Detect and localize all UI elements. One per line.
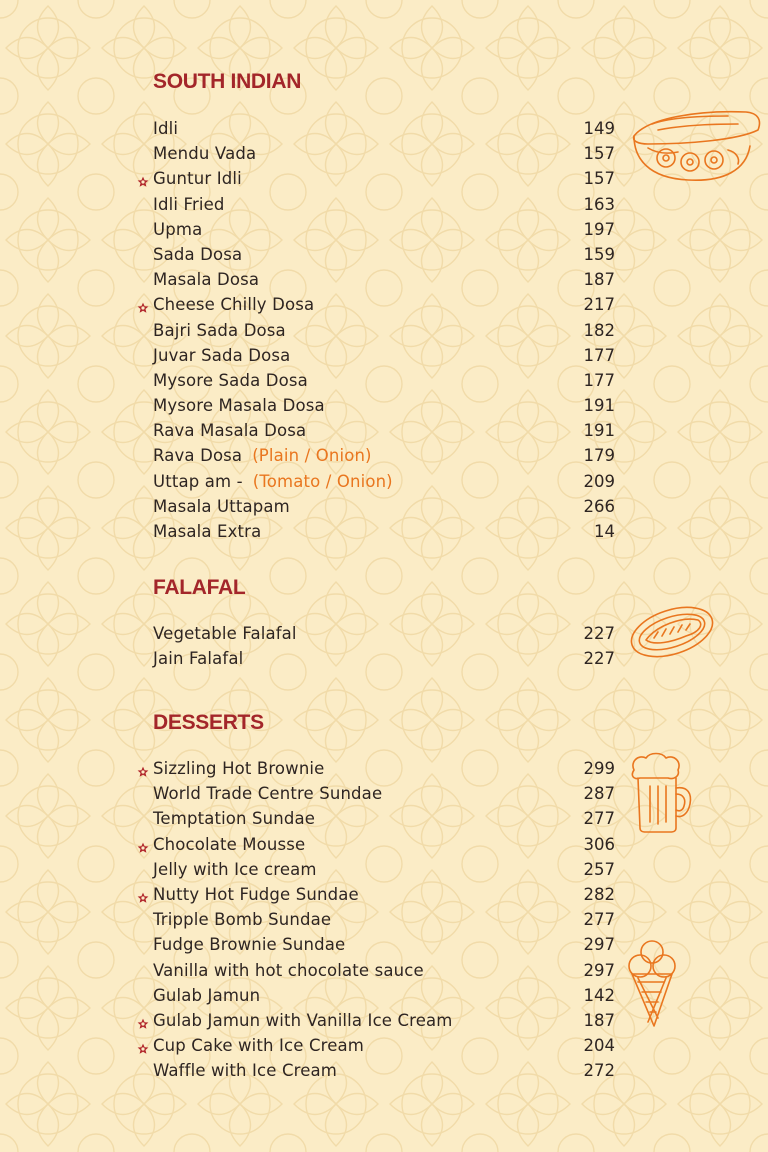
item-price: 191 <box>583 421 615 441</box>
item-name-text: Gulab Jamun <box>153 985 261 1005</box>
item-price: 209 <box>583 471 615 491</box>
item-name-text: Fudge Brownie Sundae <box>153 935 346 955</box>
item-price: 299 <box>583 759 615 778</box>
item-name-text: Nutty Hot Fudge Sundae <box>153 884 359 904</box>
item-name <box>153 320 286 342</box>
item-price: 204 <box>583 1036 615 1056</box>
item-price: 227 <box>583 624 615 643</box>
item-name-text: Idli <box>153 119 179 138</box>
menu-item-sizzling-hot-brownie <box>0 758 768 783</box>
menu-item-waffle-with-ice-cream <box>0 1060 768 1085</box>
item-price: 282 <box>583 884 615 904</box>
item-price: 187 <box>583 1010 615 1030</box>
chef-special-icon <box>137 173 149 185</box>
south-indian-menu-list <box>0 118 768 546</box>
menu-item-cup-cake-with-ice-cream <box>0 1035 768 1060</box>
chef-special-icon <box>137 1040 149 1052</box>
item-name <box>153 934 345 956</box>
menu-item-guntur-idli <box>0 168 768 193</box>
menu-item-upma <box>0 219 768 244</box>
menu-item-vanilla-with-hot-chocolate-sauce <box>0 960 768 985</box>
item-name-text: Jelly with Ice cream <box>153 859 317 879</box>
item-name <box>153 521 261 543</box>
chef-special-icon <box>137 839 149 851</box>
item-price: 277 <box>583 809 615 829</box>
item-name-text: Masala Extra <box>153 522 262 541</box>
item-price: 157 <box>583 144 615 164</box>
menu-item-fudge-brownie-sundae <box>0 934 768 959</box>
item-name-text: Cup Cake with Ice Cream <box>153 1036 365 1056</box>
menu-item-jain-falafal <box>0 648 768 673</box>
menu-item-mysore-sada-dosa <box>0 370 768 395</box>
item-name <box>153 623 297 645</box>
section-title-south-indian: SOUTH INDIAN <box>153 70 302 93</box>
item-name <box>153 269 259 291</box>
item-name <box>153 345 290 367</box>
chef-special-icon <box>137 763 149 775</box>
item-name <box>153 168 242 190</box>
item-name <box>153 420 306 442</box>
item-name-text: Rava Masala Dosa <box>153 421 307 441</box>
item-price: 297 <box>583 935 615 955</box>
menu-item-vegetable-falafal <box>0 623 768 648</box>
item-name-text: World Trade Centre Sundae <box>153 784 383 804</box>
item-name <box>153 1060 337 1082</box>
item-price: 157 <box>583 169 615 189</box>
menu-item-chocolate-mousse <box>0 834 768 859</box>
item-name <box>153 471 393 493</box>
item-name-text: Mysore Sada Dosa <box>153 370 308 390</box>
menu-item-temptation-sundae <box>0 808 768 833</box>
item-name <box>153 648 243 670</box>
item-price: 159 <box>583 244 615 264</box>
section-title-desserts: DESSERTS <box>153 711 264 734</box>
item-price: 163 <box>583 194 615 214</box>
item-name-text: Rava Dosa <box>153 446 243 466</box>
item-variant: (Plain / Onion) <box>252 446 372 466</box>
item-name <box>153 834 305 856</box>
menu-item-cheese-chilly-dosa <box>0 294 768 319</box>
chef-special-icon <box>137 1015 149 1027</box>
menu-item-world-trade-centre-sundae <box>0 783 768 808</box>
menu-item-mendu-vada <box>0 143 768 168</box>
item-price: 277 <box>583 910 615 930</box>
item-name <box>153 219 202 241</box>
item-name-text: Vanilla with hot chocolate sauce <box>153 960 424 980</box>
item-price: 297 <box>583 960 615 980</box>
menu-item-gulab-jamun <box>0 985 768 1010</box>
item-name-text: Chocolate Mousse <box>153 834 306 854</box>
item-price: 266 <box>583 496 615 516</box>
item-name-text: Bajri Sada Dosa <box>153 320 286 340</box>
item-name-text: Vegetable Falafal <box>153 624 297 643</box>
item-price: 182 <box>583 320 615 340</box>
item-price: 179 <box>583 446 615 466</box>
item-name <box>153 909 331 931</box>
item-name <box>153 294 314 316</box>
item-name-text: Mysore Masala Dosa <box>153 396 325 416</box>
item-name <box>153 370 308 392</box>
item-name-text: Waffle with Ice Cream <box>153 1061 337 1081</box>
item-name-text: Upma <box>153 219 203 239</box>
item-price: 142 <box>583 985 615 1005</box>
item-price: 149 <box>583 119 615 138</box>
item-name-text: Masala Dosa <box>153 270 260 290</box>
item-price: 257 <box>583 859 615 879</box>
menu-item-masala-extra <box>0 521 768 546</box>
item-name-text: Juvar Sada Dosa <box>153 345 291 365</box>
item-name <box>153 1035 364 1057</box>
item-name <box>153 758 324 780</box>
menu-item-rava-dosa <box>0 445 768 470</box>
item-name-text: Uttap am - <box>153 471 243 491</box>
menu-item-idli-fried <box>0 194 768 219</box>
item-name <box>153 1010 453 1032</box>
item-name <box>153 783 382 805</box>
item-name <box>153 808 315 830</box>
menu-item-rava-masala-dosa <box>0 420 768 445</box>
chef-special-icon <box>137 889 149 901</box>
chef-special-icon <box>137 299 149 311</box>
item-name <box>153 445 372 467</box>
item-price: 177 <box>583 345 615 365</box>
item-name <box>153 395 325 417</box>
item-price: 177 <box>583 370 615 390</box>
item-price: 272 <box>583 1061 615 1081</box>
item-name-text: Mendu Vada <box>153 144 257 164</box>
item-name <box>153 985 260 1007</box>
item-name <box>153 960 424 982</box>
item-price: 187 <box>583 270 615 290</box>
item-name <box>153 244 242 266</box>
item-name-text: Temptation Sundae <box>153 809 316 829</box>
item-price: 287 <box>583 784 615 804</box>
item-price: 14 <box>594 522 615 541</box>
item-name-text: Idli Fried <box>153 194 225 214</box>
item-name-text: Masala Uttapam <box>153 496 290 516</box>
item-price: 217 <box>583 295 615 315</box>
menu-item-masala-uttapam <box>0 496 768 521</box>
item-price: 227 <box>583 649 615 669</box>
item-name-text: Gulab Jamun with Vanilla Ice Cream <box>153 1010 453 1030</box>
menu-item-uttap-am <box>0 471 768 496</box>
item-price: 306 <box>583 834 615 854</box>
item-name-text: Jain Falafal <box>153 649 244 669</box>
menu-item-jelly-with-ice-cream <box>0 859 768 884</box>
item-price: 191 <box>583 396 615 416</box>
menu-item-gulab-jamun-with-vanilla-ice-cream <box>0 1010 768 1035</box>
menu-item-mysore-masala-dosa <box>0 395 768 420</box>
item-name <box>153 884 359 906</box>
menu-item-juvar-sada-dosa <box>0 345 768 370</box>
menu-item-tripple-bomb-sundae <box>0 909 768 934</box>
item-name <box>153 194 225 216</box>
menu-item-sada-dosa <box>0 244 768 269</box>
menu-item-nutty-hot-fudge-sundae <box>0 884 768 909</box>
item-name-text: Cheese Chilly Dosa <box>153 295 315 315</box>
item-name-text: Tripple Bomb Sundae <box>153 910 332 930</box>
item-name <box>153 118 178 140</box>
menu-item-idli <box>0 118 768 143</box>
item-name <box>153 496 290 518</box>
item-name-text: Sizzling Hot Brownie <box>153 759 325 778</box>
falafal-menu-list <box>0 623 768 673</box>
section-title-falafal: FALAFAL <box>153 576 246 599</box>
item-variant: (Tomato / Onion) <box>252 471 393 491</box>
item-name-text: Guntur Idli <box>153 169 242 189</box>
item-price: 197 <box>583 219 615 239</box>
menu-item-bajri-sada-dosa <box>0 320 768 345</box>
item-name-text: Sada Dosa <box>153 244 243 264</box>
item-name <box>153 143 256 165</box>
desserts-menu-list <box>0 758 768 1085</box>
menu-item-masala-dosa <box>0 269 768 294</box>
item-name <box>153 859 317 881</box>
